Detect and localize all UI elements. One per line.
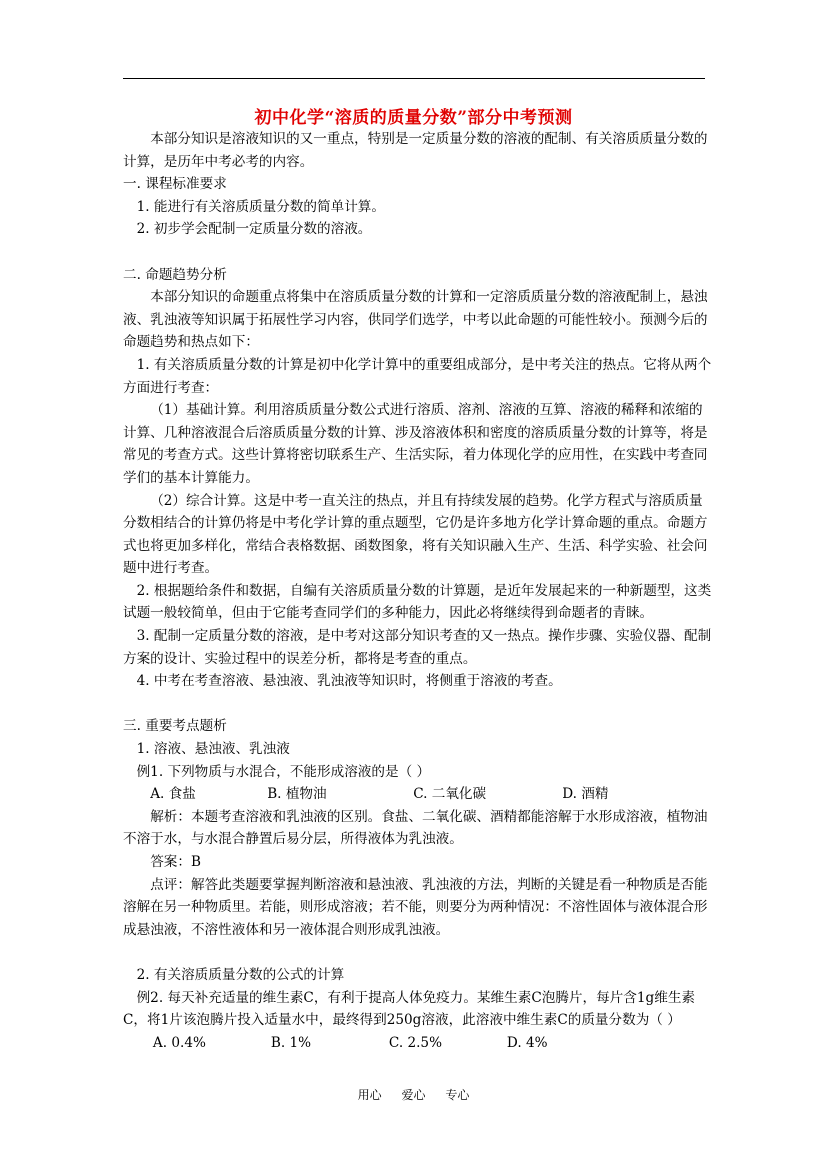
- example-1-question: 例1. 下列物质与水混合，不能形成溶液的是（ ）: [136, 763, 431, 780]
- choice-b: B. 植物油: [267, 786, 327, 803]
- footer-text: 用心: [357, 1088, 382, 1102]
- footer-text: 专心: [445, 1088, 470, 1102]
- example-1-answer: 答案：B: [150, 854, 201, 870]
- example-2-choices: [123, 1032, 713, 1055]
- footer-text: 爱心: [401, 1088, 426, 1102]
- example-1-choices: [123, 783, 713, 806]
- choice-a: A. 0.4%: [152, 1034, 206, 1051]
- choice-a: A. 食盐: [150, 786, 196, 803]
- choice-c: C. 2.5%: [388, 1034, 442, 1051]
- section-2-point-4: 4. 中考在考查溶液、悬浊液、乳浊液等知识时，将侧重于溶液的考查。: [136, 673, 562, 690]
- section-1-heading: 一. 课程标准要求: [123, 176, 227, 193]
- example-1-analysis: 解析：本题考查溶液和乳浊液的区别。食盐、二氧化碳、酒精都能溶解于水形成溶液，植物油不溶于水，与水混合静置后易分层，所得液体为乳浊液。: [123, 808, 708, 848]
- section-2-point-1: 1. 有关溶质质量分数的计算是初中化学计算中的重要组成部分，是中考关注的热点。它将从两个方面进行考查：: [123, 356, 712, 396]
- section-3-heading: 三. 重要考点题析: [123, 718, 227, 735]
- section-2-point-3: 3. 配制一定质量分数的溶液，是中考对这部分知识考查的又一热点。操作步骤、实验仪器、配制方案的设计、实验过程中的误差分析，都将是考查的重点。: [123, 628, 712, 667]
- header-rule: [123, 78, 705, 79]
- example-1-comment: 点评：解答此类题要掌握判断溶液和悬浊液、乳浊液的方法，判断的关键是看一种物质是否能溶解在另一种物质里。若能，则形成溶液；若不能，则要分为两种情况：不溶性固体与液体混合形成悬浊液，不溶性液体和另一液体混合则形成乳浊液。: [123, 876, 708, 938]
- section-2-point-1a: （1）基础计算。利用溶质质量分数公式进行溶质、溶剂、溶液的互算、溶液的稀释和浓缩的计算、几种溶液混合后溶质质量分数的计算、涉及溶液体积和密度的溶质质量分数的计算等，将是常见的考查方式。这些计算将密切联系生产、生活实际，着力体现化学的应用性，在实践中考查同学们的基本计算能力。: [123, 402, 708, 486]
- section-1-item: 1. 能进行有关溶质质量分数的简单计算。: [136, 198, 385, 215]
- subsection-1-heading: 1. 溶液、悬浊液、乳浊液: [136, 741, 290, 758]
- section-2-point-2: 2. 根据题给条件和数据，自编有关溶质质量分数的计算题，是近年发展起来的一种新题型，这类试题一般较简单，但由于它能考查同学们的多种能力，因此必将继续得到命题者的青睐。: [123, 582, 712, 622]
- document-title: 初中化学“溶质的质量分数”部分中考预测: [254, 108, 573, 128]
- choice-b: B. 1%: [270, 1034, 312, 1051]
- section-2-intro: 本部分知识的命题重点将集中在溶质质量分数的计算和一定溶质质量分数的溶液配制上，悬浊液、乳浊液等知识属于拓展性学习内容，供同学们选学，中考以此命题的可能性较小。预测今后的命题趋势和热点如下：: [123, 289, 708, 351]
- page-footer: [0, 1086, 827, 1103]
- example-2-question: 例2. 每天补充适量的维生素C，有利于提高人体免疫力。某维生素C泡腾片，每片含1g维生素C，将1片该泡腾片投入适量水中，最终得到250g溶液，此溶液中维生素C的质量分数为（ ）: [123, 989, 696, 1029]
- section-2-point-1b: （2）综合计算。这是中考一直关注的热点，并且有持续发展的趋势。化学方程式与溶质质量分数相结合的计算仍将是中考化学计算的重点题型，它仍是许多地方化学计算命题的重点。命题方式也将更加多样化，常结合表格数据、函数图象，将有关知识融入生产、生活、科学实验、社会问题中进行考查。: [123, 492, 708, 577]
- subsection-2-heading: 2. 有关溶质质量分数的公式的计算: [136, 966, 345, 983]
- section-1-item: 2. 初步学会配制一定质量分数的溶液。: [136, 221, 372, 238]
- choice-d: D. 酒精: [562, 786, 609, 803]
- document-body: [123, 128, 713, 1054]
- section-2-heading: 二. 命题趋势分析: [123, 266, 227, 283]
- intro-paragraph: 本部分知识是溶液知识的又一重点，特别是一定质量分数的溶液的配制、有关溶质质量分数的计算，是历年中考必考的内容。: [123, 131, 708, 170]
- choice-c: C. 二氧化碳: [413, 786, 487, 803]
- choice-d: D. 4%: [506, 1034, 548, 1051]
